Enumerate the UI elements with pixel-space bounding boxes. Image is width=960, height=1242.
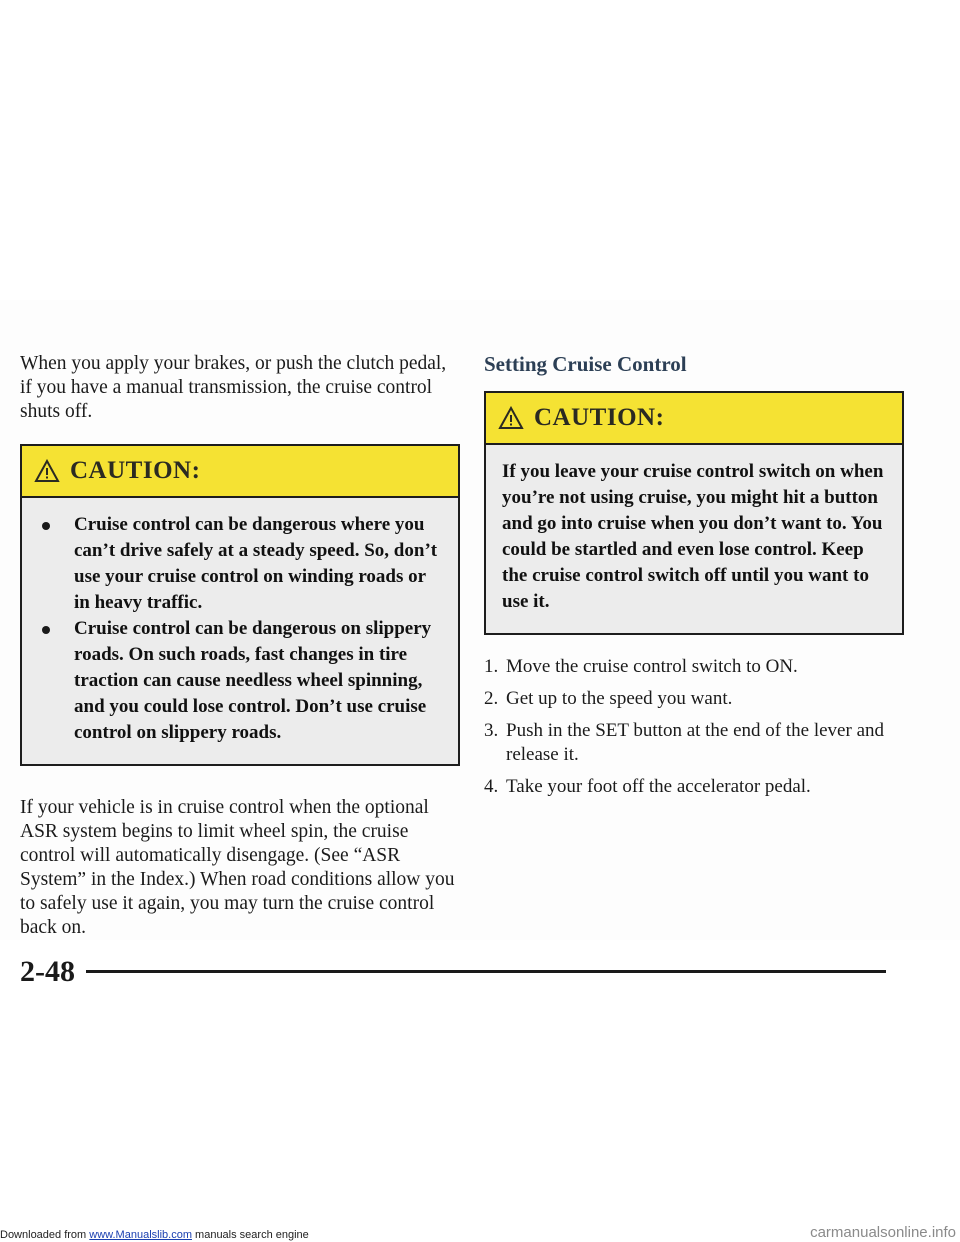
step-item [484,687,904,711]
caution-header [486,393,902,445]
step-number: 3. [484,720,499,741]
caution-header [22,446,458,498]
step-number: 1. [484,656,499,677]
download-note-prefix: Downloaded from [0,1229,90,1241]
right-column [484,352,904,807]
caution-body [486,445,902,633]
manualslib-link[interactable]: www.Manualslib.com [89,1229,192,1241]
step-text: Get up to the speed you want. [506,688,733,709]
page-number: 2-48 [20,955,75,988]
step-text: Push in the SET button at the end of the lever and release it. [506,720,884,765]
steps-list [484,655,904,799]
footer-divider [86,970,886,973]
step-text: Move the cruise control switch to ON. [506,656,798,677]
step-item [484,775,904,799]
warning-triangle-icon [34,459,60,483]
caution-label: CAUTION: [70,457,201,484]
caution-bullet-list [38,512,442,746]
section-title: Setting Cruise Control [484,352,687,376]
step-item [484,719,904,767]
caution-bullet: Cruise control can be dangerous where you can’t drive safely at a steady speed. So, don’t use your cruise control on winding roads or in heavy traffic. [38,512,442,616]
caution-label: CAUTION: [534,404,665,431]
caution-body [22,498,458,764]
intro-paragraph: When you apply your brakes, or push the clutch pedal, if you have a manual transmission, the cruise control shuts off. [20,353,447,422]
caution-box-right [484,391,904,635]
caution-box-left [20,444,460,766]
left-column [20,352,460,940]
step-number: 4. [484,776,499,797]
download-note-suffix: manuals search engine [191,1229,309,1241]
asr-paragraph: If your vehicle is in cruise control when the optional ASR system begins to limit wheel spin, the cruise control will automatically disengage. (See “ASR System” in the Index.) When road conditions allow you to safely use it again, you may turn the cruise control back on. [20,797,455,938]
caution-bullet: Cruise control can be dangerous on slippery roads. On such roads, fast changes in tire traction can cause needless wheel spinning, and you could lose control. Don’t use cruise control on slippery roads. [38,616,442,746]
step-item [484,655,904,679]
warning-triangle-icon [498,406,524,430]
step-number: 2. [484,688,499,709]
caution-text: If you leave your cruise control switch on when you’re not using cruise, you might hit a button and go into cruise when you don’t want to. You could be startled and even lose control. Keep the cruise control switch off until you want to use it. [502,461,884,612]
download-note [0,1228,309,1242]
watermark: carmanualsonline.info [810,1224,956,1241]
step-text: Take your foot off the accelerator pedal. [506,776,811,797]
